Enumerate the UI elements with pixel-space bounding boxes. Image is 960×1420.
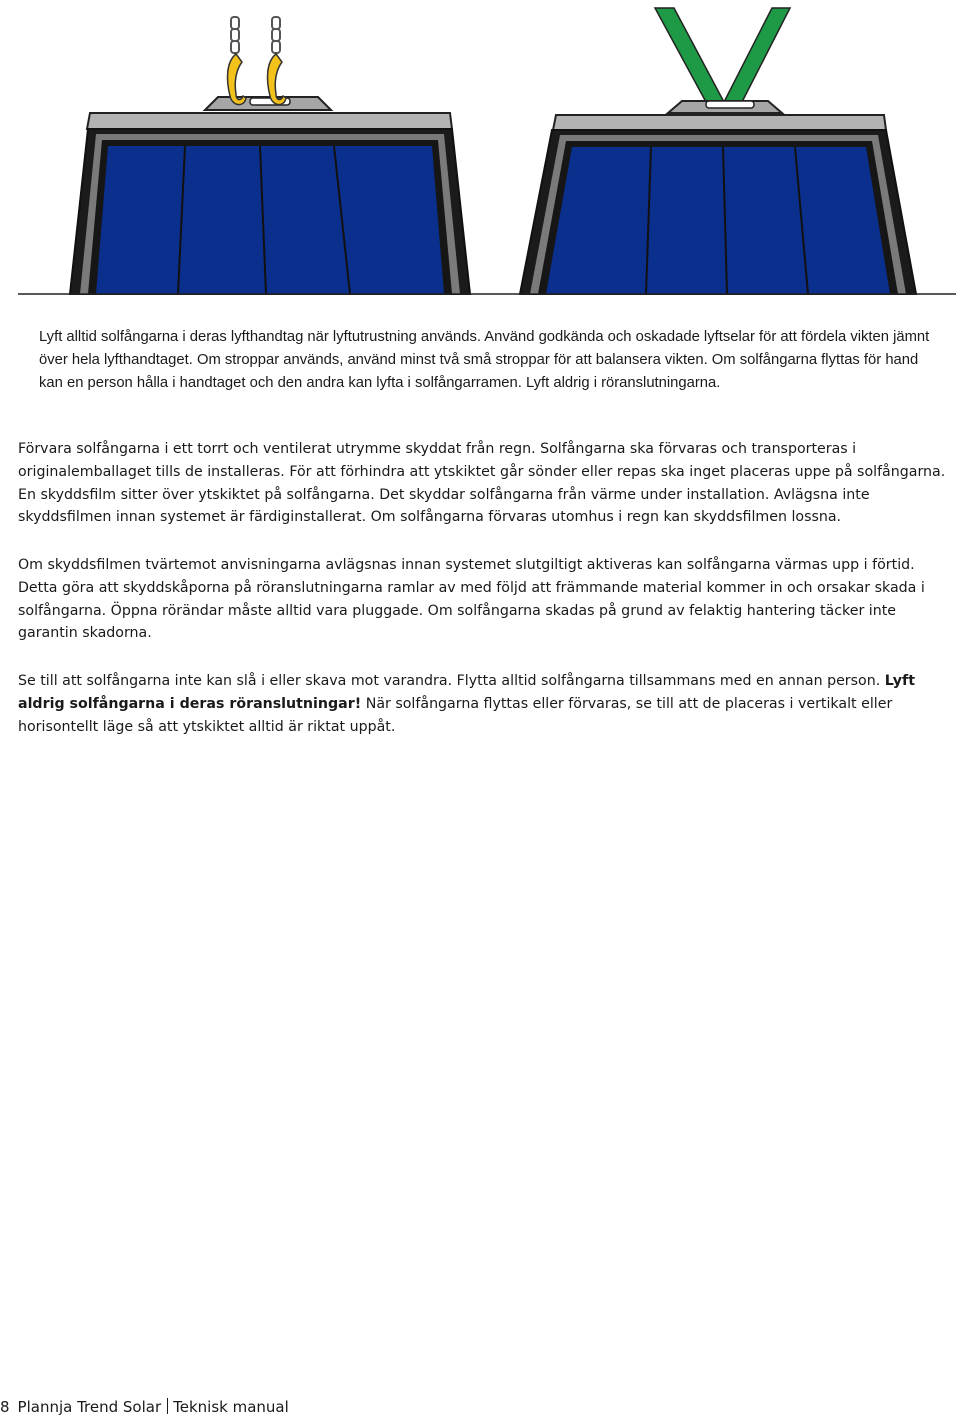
page-number: 8 xyxy=(0,1398,10,1416)
paragraph-handling xyxy=(18,670,948,738)
paragraph-handling-start: Se till att solfångarna inte kan slå i eller skava mot varandra. Flytta alltid solfångarna tillsammans med en annan person. xyxy=(18,673,885,689)
paragraph-handling-warning: Lyft aldrig solfångarna i deras röranslutningar! xyxy=(18,673,915,712)
paragraph-handling-end: När solfångarna flyttas eller förvaras, se till att de placeras i vertikalt eller horisontellt läge så att ytskiktet alltid är riktat uppåt. xyxy=(18,695,893,735)
page-footer xyxy=(0,1397,289,1417)
paragraph-lifting: Lyft alltid solfångarna i deras lyfthandtag när lyftutrustning används. Använd godkända och oskadade lyftselar för att fördela vikten jämnt över hela lyfthandtaget. Om stroppar används, använd minst två små stroppar för att balansera vikten. Om solfångarna flyttas för hand kan en person hålla i handtaget och den andra kan lyfta i solfångarramen. Lyft aldrig i röranslutningarna. xyxy=(39,329,930,391)
footer-product: Plannja Trend Solar xyxy=(17,1398,162,1416)
collector-with-green-strap xyxy=(520,8,916,294)
footer-doc-type: Teknisk manual xyxy=(173,1398,289,1416)
lifting-illustrations xyxy=(0,0,960,300)
paragraph-protective-film: Om skyddsfilmen tvärtemot anvisningarna avlägsnas innan systemet slutgiltigt aktiveras kan solfångarna värmas upp i förtid. Detta göra att skyddskåporna på röranslutningarna ramlar av med följd att främmande material kommer in och orsakar skada i solfångarna. Öppna rörändar måste alltid vara pluggade. Om solfångarna skadas på grund av felaktig hantering täcker inte garantin skadorna. xyxy=(18,557,925,642)
collector-with-chain-hooks xyxy=(70,17,470,294)
footer-separator xyxy=(167,1398,168,1414)
paragraph-storage: Förvara solfångarna i ett torrt och ventilerat utrymme skyddat från regn. Solfångarna ska förvaras och transporteras i originalemballaget tills de installeras. För att förhindra att ytskiktet går sönder eller repas ska inget placeras uppe på solfångarna. En skyddsfilm sitter över ytskiktet på solfångarna. Det skyddar solfångarna från värme under installation. Avlägsna inte skyddsfilmen innan systemet är färdiginstallerat. Om solfångarna förvaras utomhus i regn kan skyddsfilmen lossna. xyxy=(18,441,946,526)
